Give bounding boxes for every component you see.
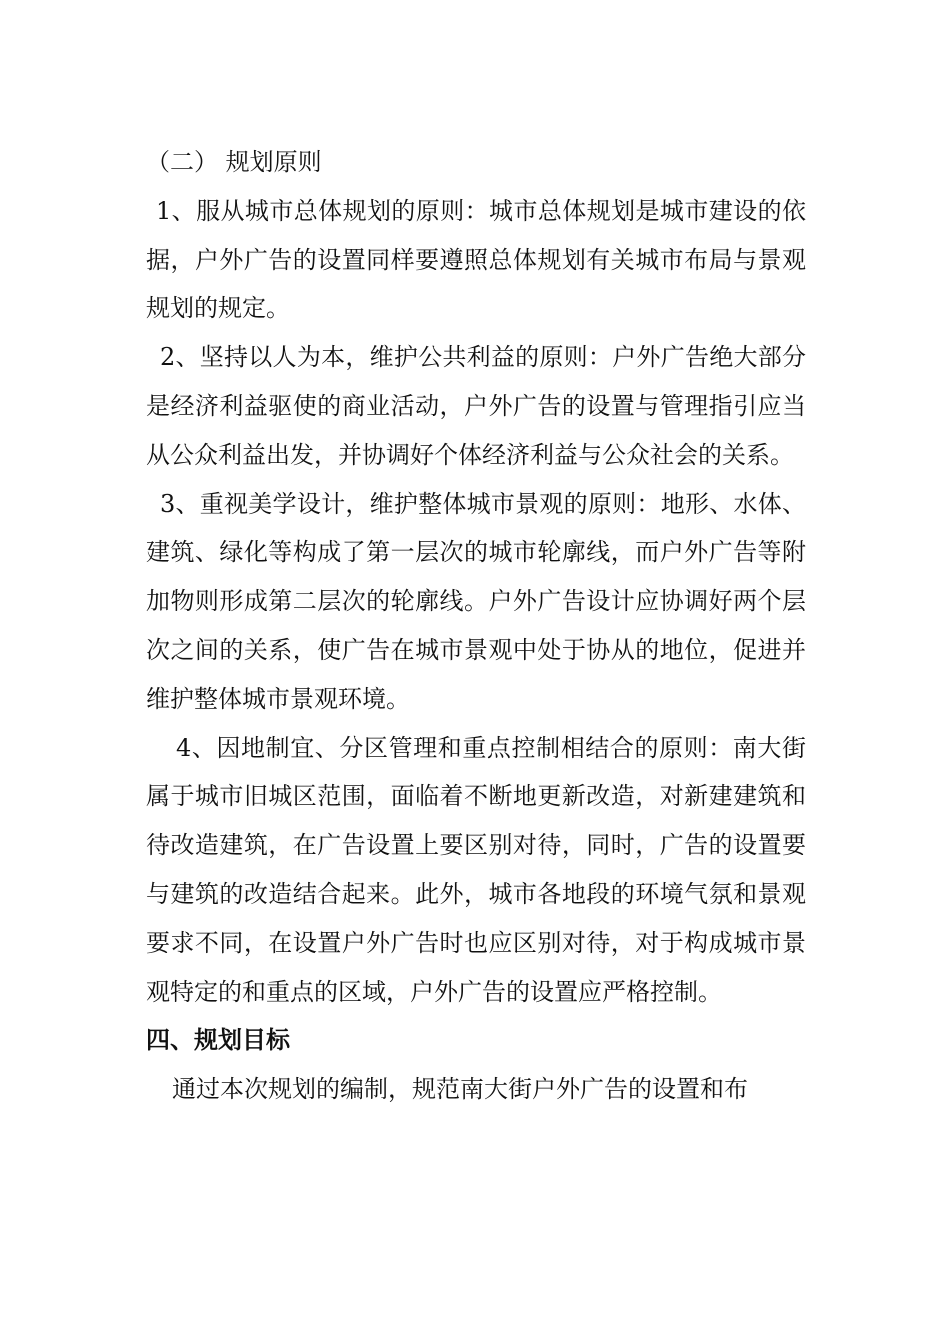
section-heading: 四、规划目标 xyxy=(146,1025,290,1055)
principle-1: 1、服从城市总体规划的原则：城市总体规划是城市建设的依据，户外广告的设置同样要遵照总体规划有关城市布局与景观规划的规定。 xyxy=(146,196,806,323)
principle-2: 2、坚持以人为本，维护公共利益的原则：户外广告绝大部分是经济利益驱使的商业活动，户外广告的设置与管理指引应当从公众利益出发，并协调好个体经济利益与公众社会的关系。 xyxy=(146,343,806,469)
goal-paragraph: 通过本次规划的编制，规范南大街户外广告的设置和布 xyxy=(172,1075,748,1104)
document-body xyxy=(146,138,806,1114)
principle-4: 4、因地制宜、分区管理和重点控制相结合的原则：南大街属于城市旧城区范围，面临着不断地更新改造，对新建建筑和待改造建筑，在广告设置上要区别对待，同时，广告的设置要与建筑的改造结合起来。此外，城市各地段的环境气氛和景观要求不同，在设置户外广告时也应区别对待，对于构成城市景观特定的和重点的区域，户外广告的设置应严格控制。 xyxy=(146,733,806,1006)
principle-3: 3、重视美学设计，维护整体城市景观的原则：地形、水体、建筑、绿化等构成了第一层次的城市轮廓线，而户外广告等附加物则形成第二层次的轮廓线。户外广告设计应协调好两个层次之间的关系，使广告在城市景观中处于协从的地位，促进并维护整体城市景观环境。 xyxy=(146,489,806,713)
subsection-heading: （二） 规划原则 xyxy=(146,148,322,176)
